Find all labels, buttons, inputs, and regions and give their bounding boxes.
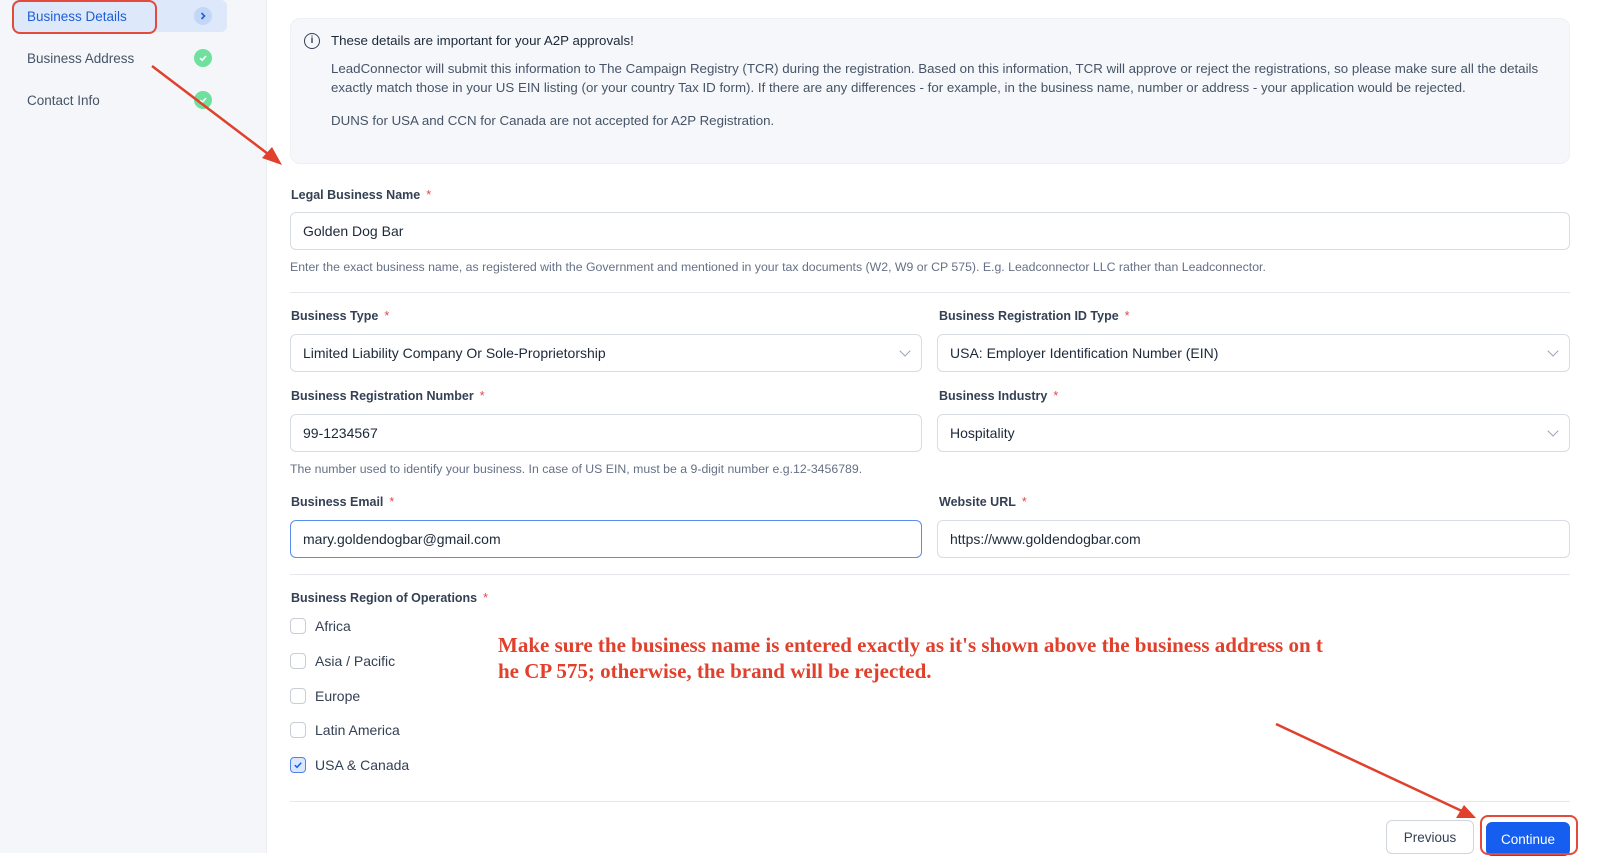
sidebar-item-label: Business Address bbox=[27, 50, 135, 66]
legal-name-label bbox=[291, 188, 431, 202]
annotation-line: Make sure the business name is entered exactly as it's shown above the business address on t bbox=[498, 633, 1323, 657]
sidebar-item-business-details[interactable] bbox=[12, 0, 227, 32]
check-icon bbox=[293, 760, 303, 770]
arrow-head bbox=[1456, 805, 1476, 818]
sidebar-item-label: Business Details bbox=[27, 8, 127, 24]
region-option-usa-canada[interactable] bbox=[290, 757, 409, 773]
label-text: Business Region of Operations bbox=[291, 591, 478, 605]
website-input[interactable] bbox=[937, 520, 1570, 558]
annotation-line: he CP 575; otherwise, the brand will be rejected. bbox=[498, 659, 932, 683]
check-icon bbox=[194, 91, 212, 109]
label-text: Business Email bbox=[291, 495, 384, 509]
input-value: mary.goldendogbar@gmail.com bbox=[303, 531, 501, 547]
option-label: Asia / Pacific bbox=[315, 653, 396, 669]
sidebar bbox=[0, 0, 267, 853]
legal-name-help: Enter the exact business name, as registered with the Government and mentioned in your tax documents (W2, W9 or CP 575). E.g. Leadconnector LLC rather than Leadconnector. bbox=[290, 260, 1266, 274]
website-label bbox=[939, 495, 1027, 509]
info-title: These details are important for your A2P approvals! bbox=[331, 33, 634, 48]
sidebar-item-contact-info[interactable] bbox=[12, 84, 227, 116]
info-callout bbox=[290, 18, 1570, 164]
arrow-to-continue bbox=[1276, 724, 1464, 812]
legal-name-input[interactable] bbox=[290, 212, 1570, 250]
industry-label bbox=[939, 389, 1058, 403]
info-note: DUNS for USA and CCN for Canada are not accepted for A2P Registration. bbox=[331, 112, 775, 128]
business-type-label bbox=[291, 309, 389, 323]
required-mark: * bbox=[483, 591, 489, 605]
reg-id-type-label bbox=[939, 309, 1130, 323]
required-mark: * bbox=[389, 495, 395, 509]
previous-button[interactable]: Previous bbox=[1386, 820, 1474, 854]
checkbox[interactable] bbox=[290, 688, 306, 704]
option-label: USA & Canada bbox=[315, 757, 410, 773]
sidebar-item-business-address[interactable] bbox=[12, 42, 227, 74]
reg-id-type-select[interactable] bbox=[937, 334, 1570, 372]
sidebar-item-label: Contact Info bbox=[27, 92, 100, 108]
label-text: Business Industry bbox=[939, 389, 1048, 403]
info-body: LeadConnector will submit this information to The Campaign Registry (TCR) during the registration. Based on this information, TCR will approve or reject the registrations, so please make sure all the details exactly match those in your US EIN listing (or your country Tax ID form). If there are any differences - for example, in the business name, number or address - your application would be rejected. bbox=[331, 60, 1539, 95]
select-value: Limited Liability Company Or Sole-Proprietorship bbox=[303, 345, 606, 361]
region-option-europe[interactable] bbox=[290, 688, 360, 704]
checkbox[interactable] bbox=[290, 722, 306, 738]
required-mark: * bbox=[384, 309, 390, 323]
option-label: Latin America bbox=[315, 722, 400, 738]
reg-number-help: The number used to identify your business. In case of US EIN, must be a 9-digit number e.g.12-3456789. bbox=[290, 462, 863, 476]
region-option-asia-pacific[interactable] bbox=[290, 653, 395, 669]
checkbox-checked[interactable] bbox=[290, 757, 306, 773]
region-option-latin-america[interactable] bbox=[290, 722, 400, 738]
chevron-right-icon bbox=[194, 7, 212, 25]
label-text: Business Registration ID Type bbox=[939, 309, 1119, 323]
label-text: Legal Business Name bbox=[291, 188, 421, 202]
select-value: Hospitality bbox=[950, 425, 1015, 441]
divider bbox=[290, 292, 1570, 293]
label-text: Website URL bbox=[939, 495, 1016, 509]
info-icon: i bbox=[304, 33, 320, 49]
chevron-down-icon bbox=[899, 345, 910, 356]
email-label bbox=[291, 495, 394, 509]
divider bbox=[290, 801, 1570, 802]
option-label: Europe bbox=[315, 688, 361, 704]
label-text: Business Registration Number bbox=[291, 389, 474, 403]
required-mark: * bbox=[1124, 309, 1130, 323]
required-mark: * bbox=[479, 389, 485, 403]
reg-number-label bbox=[291, 389, 485, 403]
checkbox[interactable] bbox=[290, 618, 306, 634]
chevron-down-icon bbox=[1547, 425, 1558, 436]
region-option-africa[interactable] bbox=[290, 618, 351, 634]
label-text: Business Type bbox=[291, 309, 379, 323]
industry-select[interactable] bbox=[937, 414, 1570, 452]
select-value: USA: Employer Identification Number (EIN) bbox=[950, 345, 1219, 361]
chevron-down-icon bbox=[1547, 345, 1558, 356]
annotation-text bbox=[498, 632, 1438, 684]
required-mark: * bbox=[1021, 495, 1027, 509]
option-label: Africa bbox=[315, 618, 351, 634]
check-icon bbox=[194, 49, 212, 67]
continue-button[interactable]: Continue bbox=[1486, 822, 1570, 856]
email-input[interactable] bbox=[290, 520, 922, 558]
input-value: 99-1234567 bbox=[303, 425, 378, 441]
divider bbox=[290, 574, 1570, 575]
required-mark: * bbox=[426, 188, 432, 202]
input-value: https://www.goldendogbar.com bbox=[950, 531, 1141, 547]
regions-label bbox=[291, 591, 488, 605]
business-type-select[interactable] bbox=[290, 334, 922, 372]
input-value: Golden Dog Bar bbox=[303, 223, 404, 239]
reg-number-input[interactable] bbox=[290, 414, 922, 452]
required-mark: * bbox=[1053, 389, 1059, 403]
checkbox[interactable] bbox=[290, 653, 306, 669]
